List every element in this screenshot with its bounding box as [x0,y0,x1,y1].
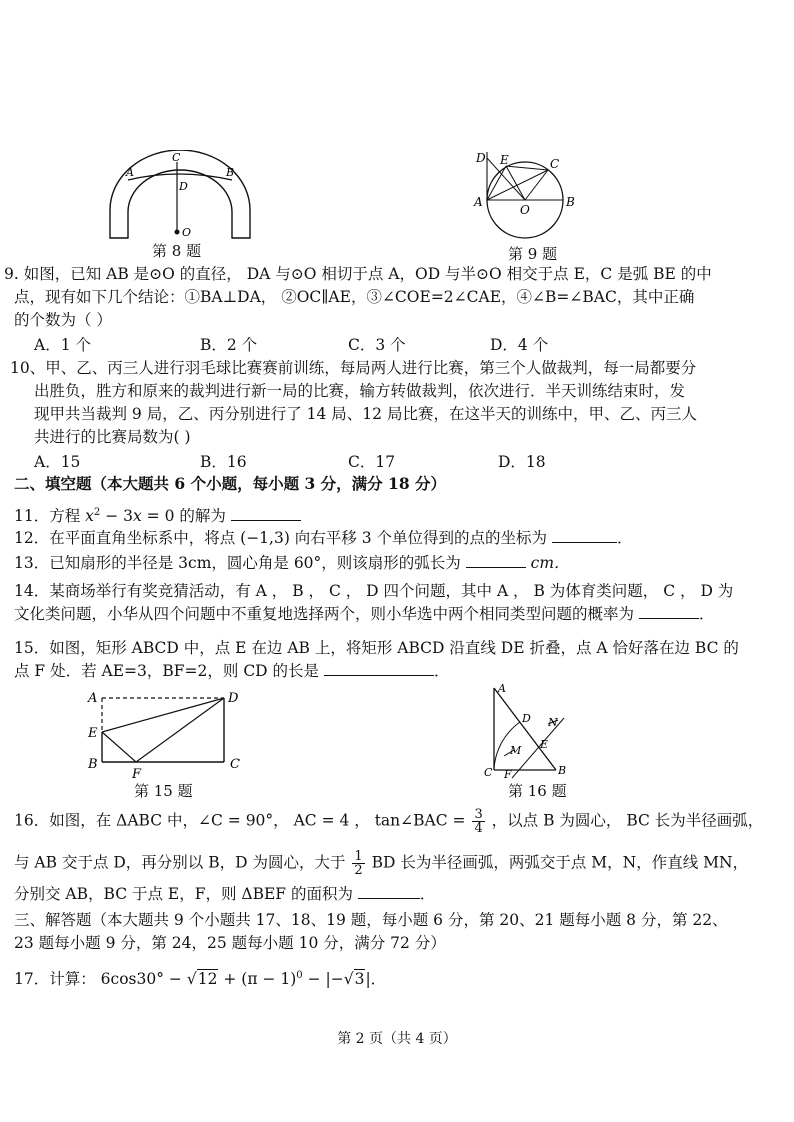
figure-16 [484,684,574,780]
svg-text:F: F [132,767,142,780]
q17-expression: $6\cos 30^\circ - √12 + (\pi - 1)^0 - |-√3|$． [100,970,387,989]
q11 [14,503,301,526]
fig15-caption: 第 15 题 [134,782,193,800]
q13 [14,553,570,573]
fig8-caption: 第 8 题 [152,242,202,260]
q10-line2: 出胜负，胜方和原来的裁判进行新一局的比赛，输方转做裁判，依次进行．半天训练结束时，发 [34,382,686,400]
q13-unit: cm． [530,554,570,572]
q16-line1a: 16．如图，在 ΔABC 中，∠C = 90°， AC = 4 ， tan∠BAC = [14,811,466,830]
q9-option-a: A．1 个 [34,336,91,354]
q9-option-c: C．3 个 [348,336,406,354]
q11-prefix: 11．方程 [14,507,81,526]
svg-text:D: D [179,180,188,193]
q16-fraction-tan: $\frac{3}{4}$ [474,807,483,836]
q13-answer-blank[interactable] [466,553,526,568]
svg-text:F: F [504,768,512,780]
q16-line2b: BD 长为半径画弧，两弧交于点 M，N，作直线 MN， [371,853,749,872]
svg-text:A: A [498,684,506,695]
q10-line3: 现甲共当裁判 9 局，乙、丙分别进行了 14 局、12 局比赛，在这半天的训练中，甲、乙、丙三人 [34,405,697,423]
fig16-caption: 第 16 题 [508,782,567,800]
svg-text:D: D [228,691,239,706]
section3-line1: 三、解答题（本大题共 9 个小题共 17、18、19 题，每小题 6 分，第 20、21 题每小题 8 分，第 22、 [14,911,728,929]
figure-15 [84,688,254,780]
q16-line3: 分别交 AB，BC 于点 E，F，则 ΔBEF 的面积为 [14,885,353,903]
svg-text:B: B [226,166,235,179]
q11-suffix: 的解为 [179,507,226,526]
section2-title: 二、填空题（本大题共 6 个小题，每小题 3 分，满分 18 分） [14,474,447,493]
q16-line1b: ，以点 B 为圆心， BC 长为半径画弧， [491,811,764,830]
q9-option-d: D．4 个 [490,336,549,354]
svg-text:C: C [172,151,181,164]
q12-text: 12．在平面直角坐标系中，将点 (−1,3) 向右平移 3 个单位得到的点的坐标为 [14,529,548,547]
q14-answer-blank[interactable] [639,604,699,619]
svg-text:O: O [182,226,192,239]
q9-line2: 点，现有如下几个结论：①BA⊥DA， ②OC∥AE，③∠COE=2∠CAE，④∠B=∠BAC，其中正确 [14,288,695,306]
fig9-caption: 第 9 题 [508,245,558,263]
q14-line2-wrap: 文化类问题，小华从四个问题中不重复地选择两个，则小华选中两个相同类型问题的概率为 ． [14,605,715,623]
figure-9 [470,148,580,243]
q9-line1: 9. 如图，已知 AB 是⊙O 的直径， DA 与⊙O 相切于点 A，OD 与半⊙O 相交于点 E，C 是弧 BE 的中 [4,265,712,283]
svg-text:M: M [510,744,522,757]
page-footer: 第 2 页（共 4 页） [337,1031,457,1047]
q17-prefix: 17．计算： [14,970,96,989]
svg-text:E: E [88,726,98,741]
section3-line2: 23 题每小题 9 分，第 24，25 题每小题 10 分，满分 72 分） [14,934,446,952]
svg-text:D: D [476,151,486,165]
q10-line4: 共进行的比赛局数为( ) [34,428,191,446]
q10-option-a: A．15 [34,453,81,471]
q14-line1: 14．某商场举行有奖竞猜活动，有 A ， B ， C ， D 四个问题，其中 A ， B 为体育类问题， C ， D 为 [14,582,734,600]
q12-answer-blank[interactable] [552,528,617,543]
svg-text:B: B [566,195,575,209]
q17 [14,966,386,989]
svg-text:E: E [540,738,549,751]
q16-line2a: 与 AB 交于点 D，再分别以 B，D 为圆心，大于 [14,853,346,872]
svg-text:A: A [474,195,483,209]
q9-line3: 的个数为（ ） [14,311,112,329]
svg-text:N: N [548,716,558,729]
q16-line2 [14,850,748,877]
q10-option-c: C．17 [348,453,396,471]
figure-8 [100,150,260,240]
q16-line1 [14,808,763,835]
svg-text:B: B [88,757,98,772]
q12: 12．在平面直角坐标系中，将点 (−1,3) 向右平移 3 个单位得到的点的坐标为 ． [14,529,633,547]
q13-text: 13．已知扇形的半径是 3cm，圆心角是 60°，则该扇形的弧长为 [14,554,461,572]
q10-option-d: D．18 [498,453,546,471]
svg-text:C: C [550,157,560,171]
q9-option-b: B．2 个 [200,336,258,354]
q15-answer-blank[interactable] [324,661,434,676]
q15-line2-wrap: 点 F 处．若 AE=3，BF=2，则 CD 的长是 ． [14,662,450,680]
q11-equation: $x^2 - 3x = 0$ [85,507,175,526]
svg-text:A: A [126,166,134,179]
svg-text:B: B [558,764,567,777]
q15-line1: 15．如图，矩形 ABCD 中，点 E 在边 AB 上，将矩形 ABCD 沿直线 DE 折叠，点 A 恰好落在边 BC 的 [14,639,739,657]
q11-answer-blank[interactable] [231,506,301,521]
svg-text:C: C [230,757,240,772]
svg-text:O: O [520,203,530,217]
q14-line2: 文化类问题，小华从四个问题中不重复地选择两个，则小华选中两个相同类型问题的概率为 [14,605,635,623]
q16-answer-blank[interactable] [358,884,420,899]
q16-line3-wrap: 分别交 AB，BC 于点 E，F，则 ΔBEF 的面积为 ． [14,885,436,903]
q10-option-b: B．16 [200,453,247,471]
q16-fraction-half: $\frac{1}{2}$ [354,849,363,878]
q15-line2: 点 F 处．若 AE=3，BF=2，则 CD 的长是 [14,662,320,680]
svg-text:A: A [88,691,98,706]
svg-text:D: D [522,712,531,725]
q10-line1: 10、甲、乙、丙三人进行羽毛球比赛赛前训练，每局两人进行比赛，第三个人做裁判，每一局都要分 [10,359,697,377]
svg-text:E: E [500,153,509,167]
svg-text:C: C [484,766,493,779]
